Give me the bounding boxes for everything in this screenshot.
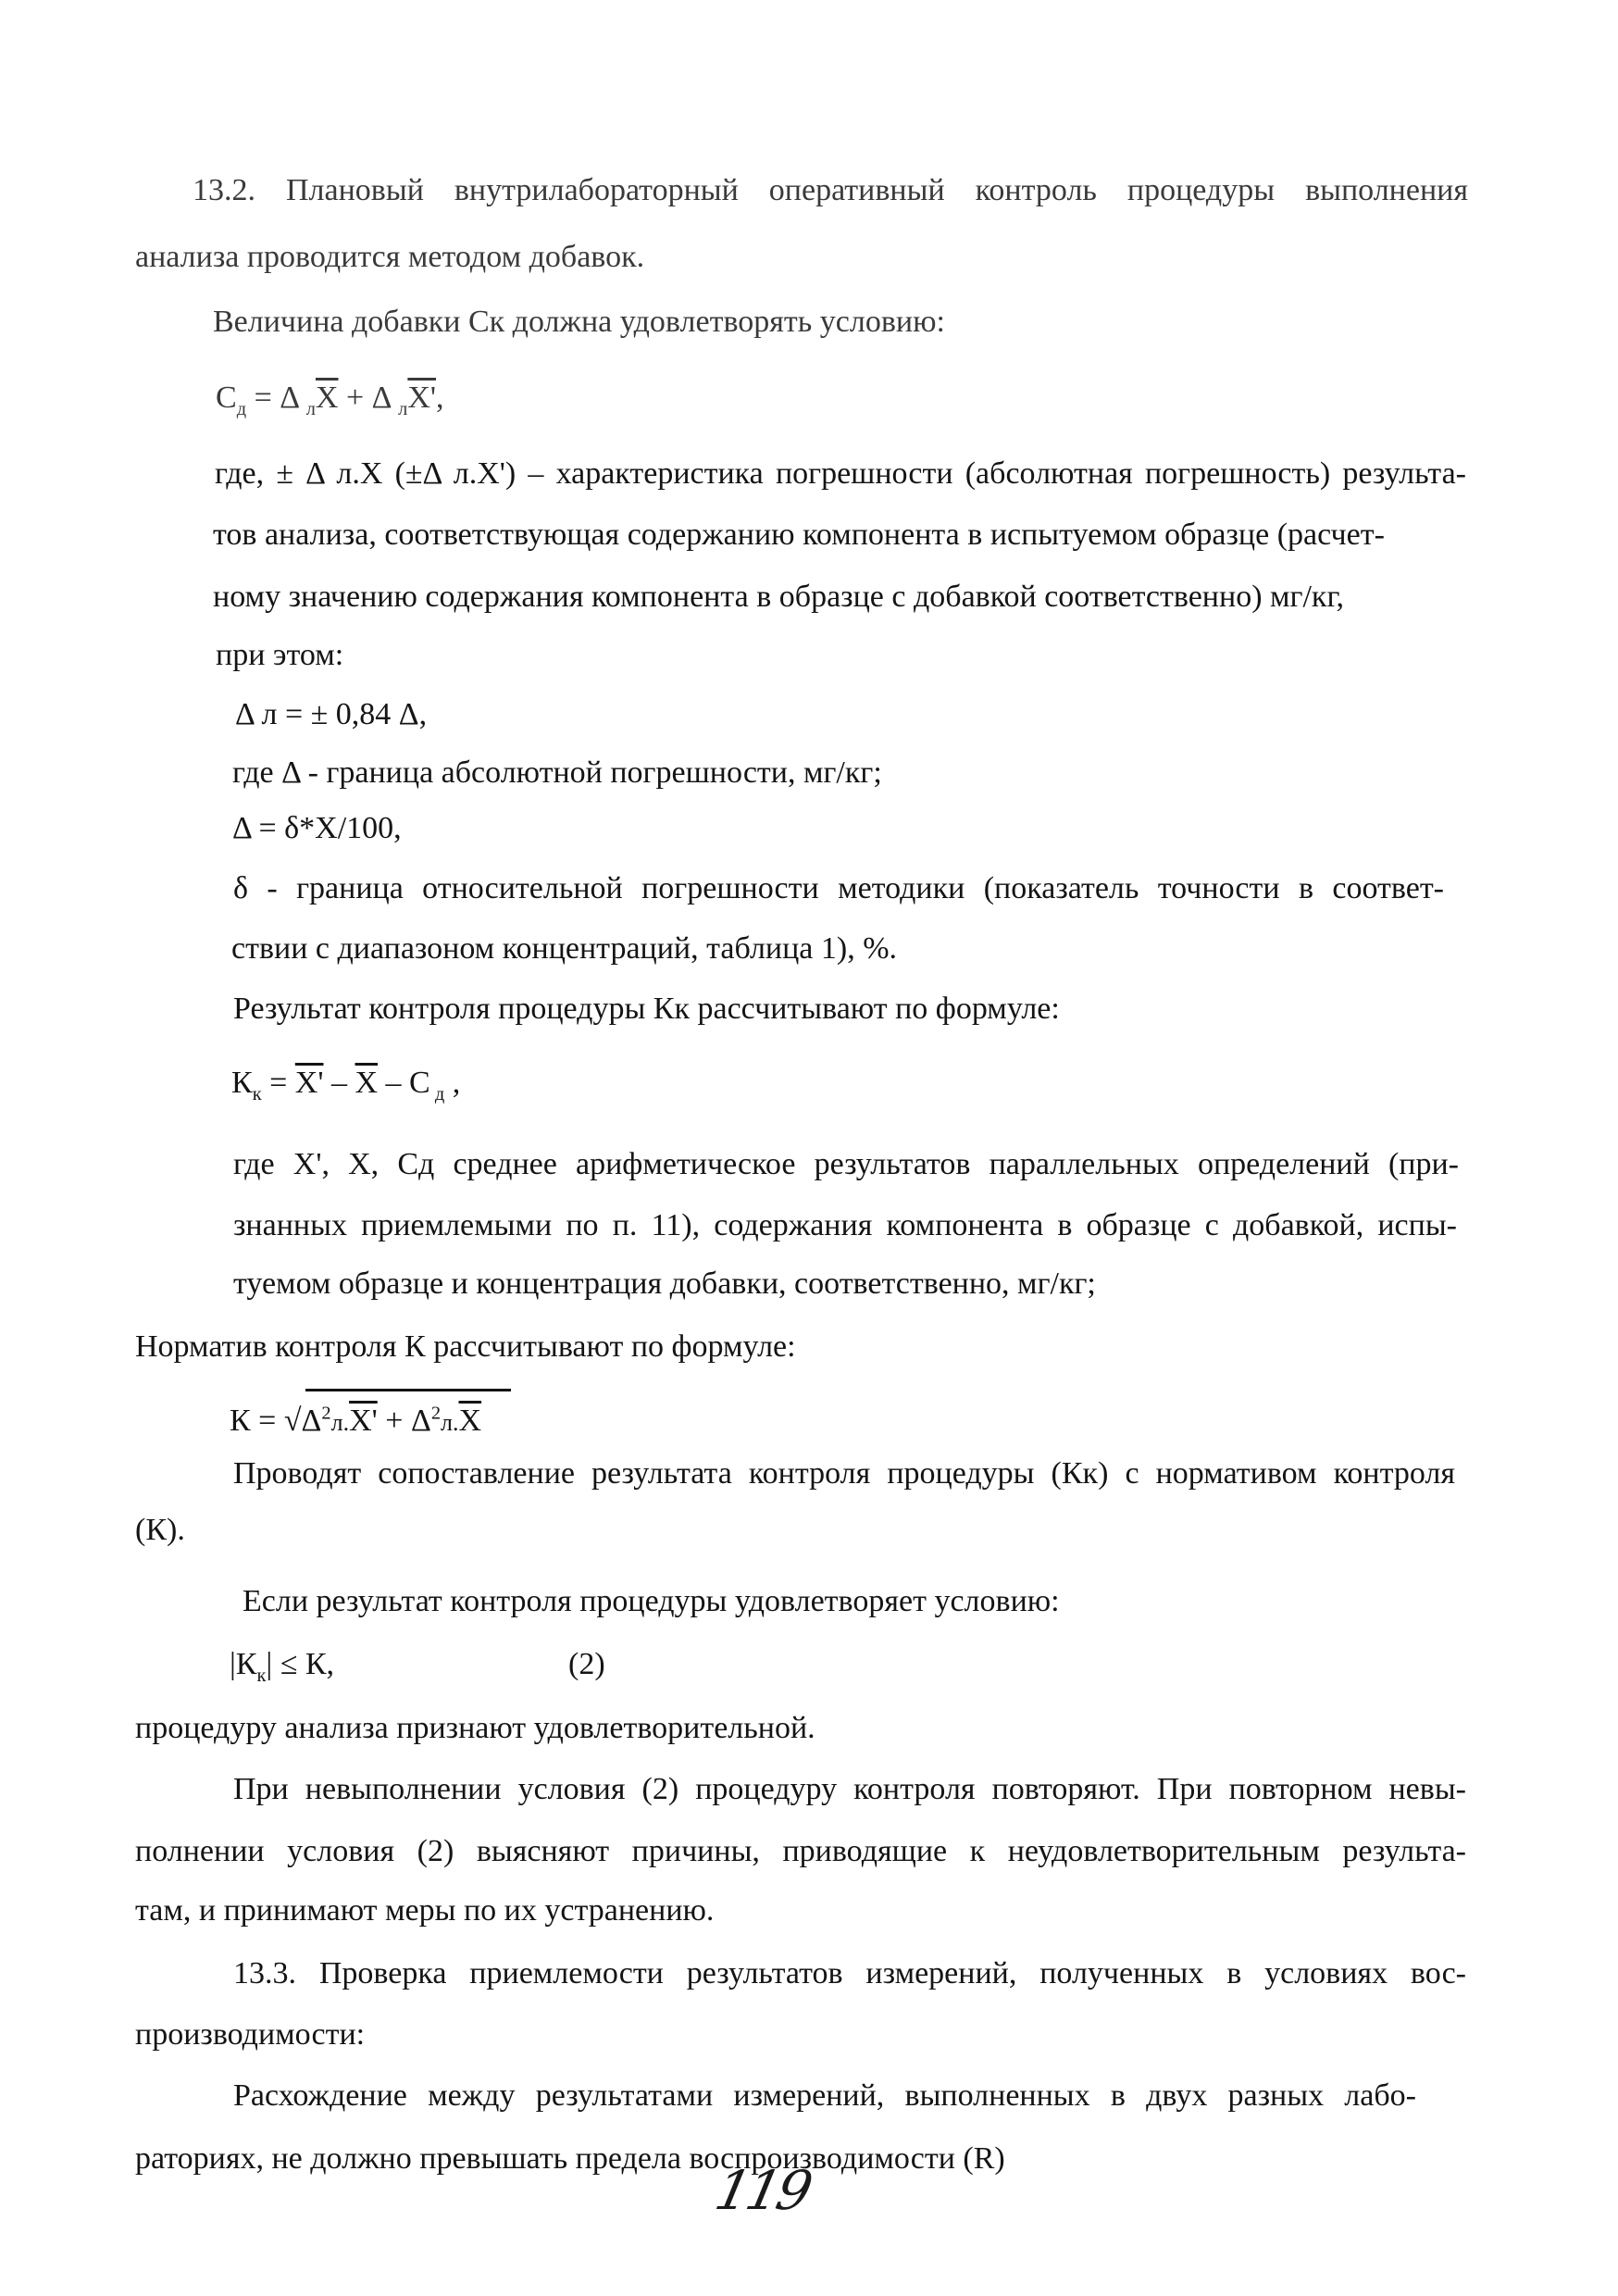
additive-condition: Величина добавки Cк должна удовлетворять условию:: [213, 305, 945, 339]
p13-2-line1: 13.2. Плановый внутрилабораторный оперативный контроль процедуры выполнения: [193, 173, 1468, 207]
where1-line4: при этом:: [216, 638, 344, 672]
where1-line1: где, ± Δ л.X (±Δ л.X') – характеристика погрешности (абсолютная погрешность) результа-: [215, 456, 1466, 491]
fail-line2: полнении условия (2) выясняют причины, приводящие к неудовлетворительным результа-: [135, 1834, 1466, 1868]
formula-ineq: $|К_к| \le К$,: [230, 1647, 335, 1686]
norm-intro: Норматив контроля К рассчитывают по формуле:: [135, 1329, 796, 1364]
delta-desc-line2: ствии с диапазоном концентраций, таблица 1), %.: [231, 931, 898, 966]
formula-cd: $С_д = \Delta$ $_л\overline{X} + \Delta$ $_л$X',: [216, 381, 444, 419]
disc-line1: Расхождение между результатами измерений, выполненных в двух разных лабо-: [233, 2078, 1416, 2113]
fail-line3: там, и принимают меры по их устранению.: [135, 1893, 715, 1928]
fail-line1: При невыполнении условия (2) процедуру контроля повторяют. При повторном невы-: [233, 1772, 1466, 1806]
page-number: 119: [709, 2159, 815, 2222]
result-intro: Результат контроля процедуры Кк рассчитывают по формуле:: [233, 992, 1060, 1026]
compare-line2: (К).: [135, 1513, 185, 1547]
where1-line3: ному значению содержания компонента в образце с добавкой соответственно) мг/кг,: [213, 580, 1345, 614]
radical-bar: [305, 1389, 511, 1391]
where3-line1: где X', X, Сд среднее арифметическое результатов параллельных определений (при-: [233, 1147, 1459, 1181]
equation-number: (2): [568, 1647, 605, 1681]
satisfactory: процедуру анализа признают удовлетворительной.: [135, 1711, 815, 1745]
disc-line2: раториях, не должно превышать предела воспроизводимости (R): [135, 2141, 1005, 2176]
formula-delta: Δ = δ*X/100,: [232, 811, 402, 845]
where3-line3: туемом образце и концентрация добавки, соответственно, мг/кг;: [233, 1267, 1096, 1301]
formula-kk: $К_к = X' - \overline{X} - С$ $_д$ ,: [231, 1066, 461, 1104]
where2: где Δ - граница абсолютной погрешности, мг/кг;: [232, 755, 882, 790]
formula-delta-l: Δ л = ± 0,84 Δ,: [235, 697, 428, 731]
where1-line2: тов анализа, соответствующая содержанию компонента в испытуемом образце (расчет-: [213, 518, 1385, 552]
where3-line2: знанных приемлемыми по п. 11), содержания компонента в образце с добавкой, испы-: [233, 1208, 1457, 1242]
p13-3-line1: 13.3. Проверка приемлемости результатов измерений, полученных в условиях вос-: [233, 1956, 1466, 1990]
if-condition: Если результат контроля процедуры удовлетворяет условию:: [243, 1584, 1060, 1618]
p13-2-line2: анализа проводится методом добавок.: [135, 240, 645, 274]
formula-k: $К = √\Delta^2л.X' + \Delta^2л.\overline{X}$: [230, 1403, 482, 1438]
delta-desc-line1: δ - граница относительной погрешности методики (показатель точности в соответ-: [233, 871, 1444, 905]
compare-line1: Проводят сопоставление результата контроля процедуры (Кк) с нормативом контроля: [233, 1456, 1455, 1491]
p13-3-line2: производимости:: [135, 2017, 366, 2052]
